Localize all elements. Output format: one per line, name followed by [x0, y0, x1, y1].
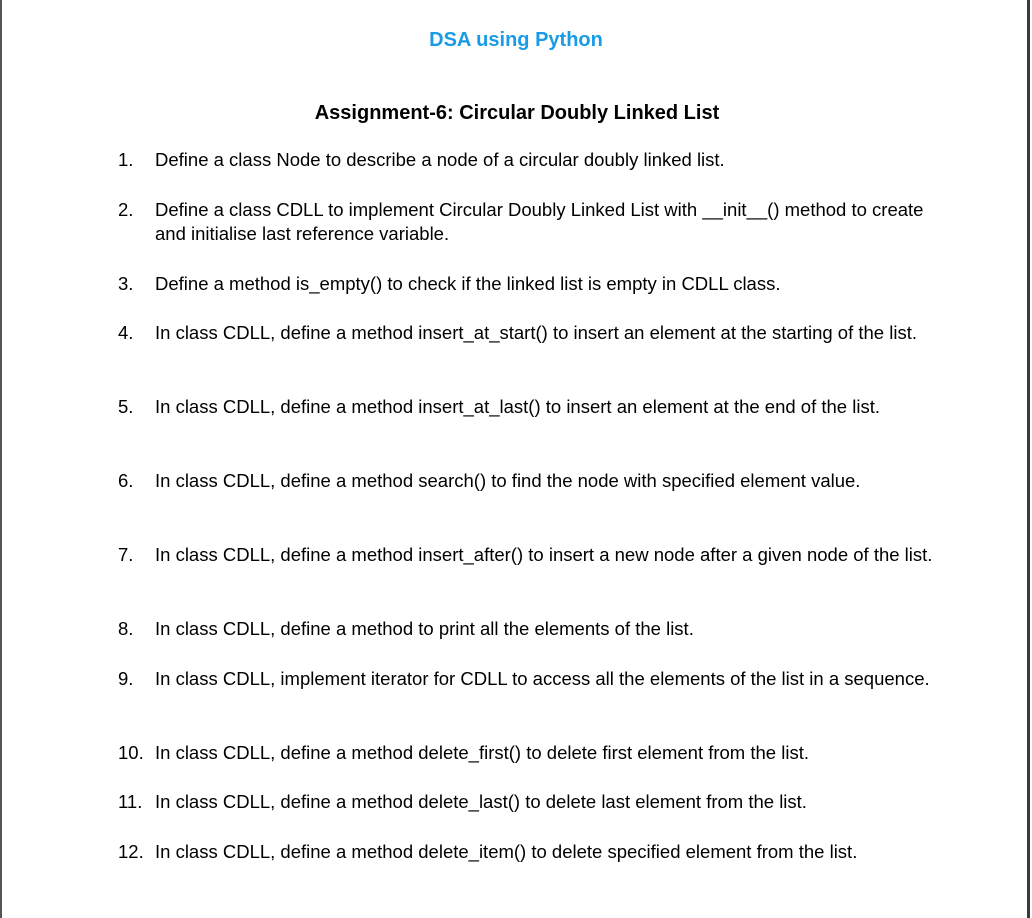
list-item-number: 5.: [118, 396, 134, 417]
list-item: [118, 148, 948, 172]
list-item-text: In class CDLL, define a method delete_last() to delete last element from the list.: [155, 791, 807, 812]
list-item: [118, 543, 948, 567]
list-item: [118, 840, 948, 864]
list-item-text: In class CDLL, define a method delete_first() to delete first element from the list.: [155, 742, 809, 763]
list-item-number: 10.: [118, 742, 144, 763]
list-item-text: Define a method is_empty() to check if the linked list is empty in CDLL class.: [155, 273, 781, 294]
list-item: [118, 790, 948, 814]
page-edge-right: [1027, 0, 1030, 918]
list-item: [118, 272, 948, 296]
list-item-text: In class CDLL, implement iterator for CDLL to access all the elements of the list in a sequence.: [155, 668, 930, 689]
list-item-text: In class CDLL, define a method insert_at_last() to insert an element at the end of the list.: [155, 396, 880, 417]
list-item: [118, 667, 948, 691]
list-item-text: In class CDLL, define a method insert_at_start() to insert an element at the starting of the list.: [155, 322, 917, 343]
list-item-number: 7.: [118, 544, 134, 565]
list-item-number: 1.: [118, 149, 134, 170]
list-item-text: In class CDLL, define a method insert_after() to insert a new node after a given node of the list.: [155, 544, 933, 565]
list-item-number: 3.: [118, 273, 134, 294]
list-item: [118, 617, 948, 641]
list-item: [118, 469, 948, 493]
list-item: [118, 198, 948, 246]
page-edge-left: [0, 0, 2, 918]
list-item: [118, 741, 948, 765]
list-item-number: 11.: [118, 791, 143, 812]
list-item-number: 6.: [118, 470, 134, 491]
list-item-text: In class CDLL, define a method search() to find the node with specified element value.: [155, 470, 861, 491]
list-item-number: 4.: [118, 322, 134, 343]
assignment-title: Assignment-6: Circular Doubly Linked List: [314, 102, 720, 124]
list-item-number: 9.: [118, 668, 134, 689]
list-item: [118, 395, 948, 419]
list-item-number: 8.: [118, 618, 134, 639]
list-item-number: 2.: [118, 199, 134, 220]
page-heading: DSA using Python: [429, 29, 603, 51]
list-item-text: In class CDLL, define a method delete_item() to delete specified element from the list.: [155, 841, 858, 862]
list-item-text: Define a class Node to describe a node of a circular doubly linked list.: [155, 149, 725, 170]
list-item-number: 12.: [118, 841, 144, 862]
list-item-text: Define a class CDLL to implement Circular Doubly Linked List with __init__() method to create and initialise last reference variable.: [155, 199, 924, 244]
list-item-text: In class CDLL, define a method to print all the elements of the list.: [155, 618, 694, 639]
list-item: [118, 321, 948, 345]
